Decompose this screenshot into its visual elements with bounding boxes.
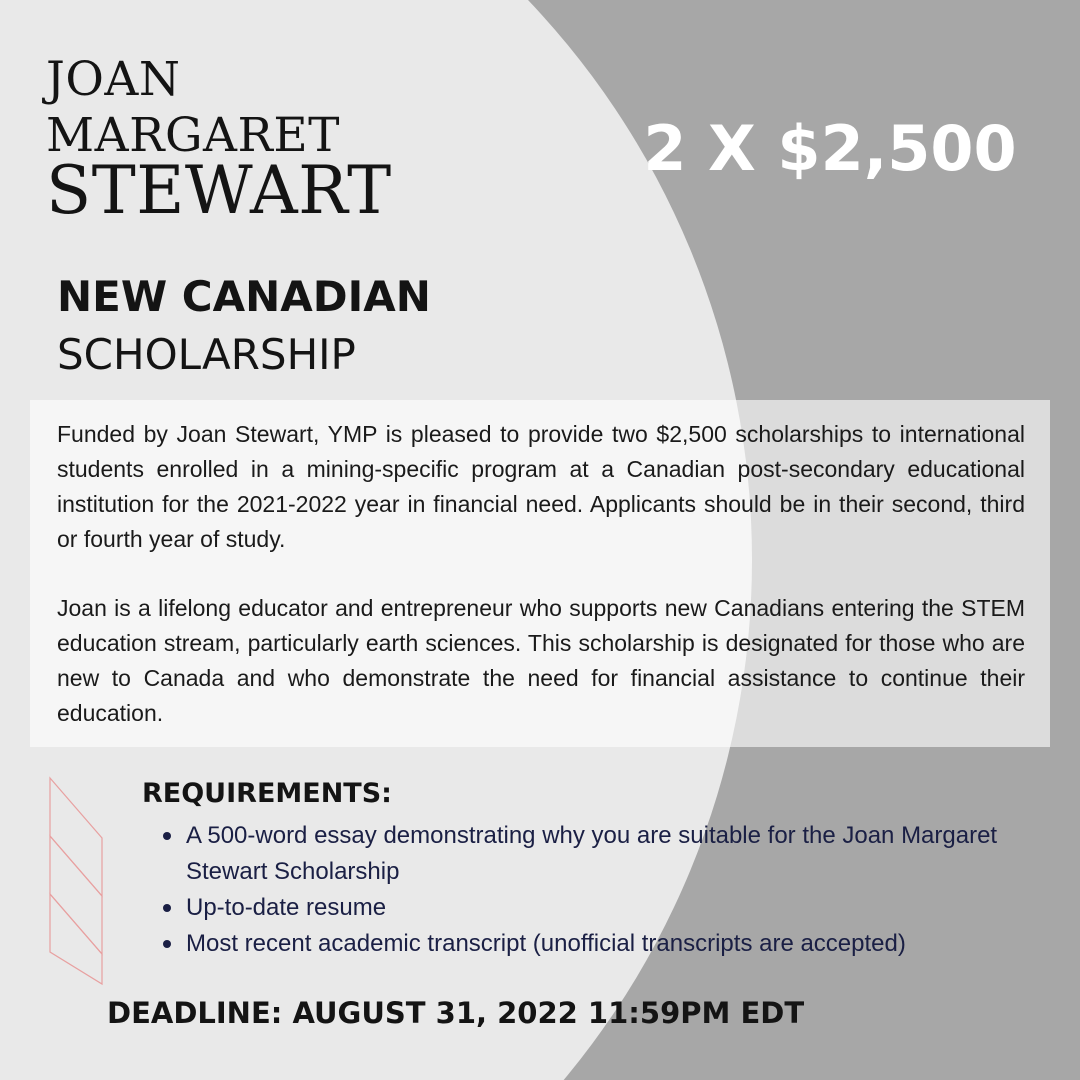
requirements-heading: REQUIREMENTS:: [142, 778, 392, 809]
list-item: [160, 818, 1020, 890]
bullet-icon: [163, 904, 171, 912]
logo-line-margaret: MARGARET: [46, 108, 340, 163]
list-item: [160, 926, 1020, 962]
award-amount: 2 X $2,500: [643, 112, 1017, 185]
title-line-scholarship: SCHOLARSHIP: [57, 330, 356, 379]
requirement-text: Up-to-date resume: [186, 894, 387, 921]
description-paragraph-1: Funded by Joan Stewart, YMP is pleased to provide two $2,500 scholarships to international students enrolled in a mining-specific program at a Canadian post-secondary educational institution for the 2021-2022 year in financial need. Applicants should be in their second, third or fourth year of study.: [57, 421, 1025, 552]
bullet-icon: [163, 832, 171, 840]
requirement-text: A 500-word essay demonstrating why you are suitable for the Joan Margaret Stewart Scholarship: [186, 822, 998, 885]
diagonal-stripes-icon: [48, 776, 104, 986]
requirements-list: [160, 818, 1020, 962]
logo-line-stewart: STEWART: [46, 152, 392, 229]
description-panel: [30, 400, 1050, 747]
list-item: [160, 890, 1020, 926]
description-paragraph-2: Joan is a lifelong educator and entrepreneur who supports new Canadians entering the STEM education stream, particularly earth sciences. This scholarship is designated for those who are new to Canada and who demonstrate the need for financial assistance to continue their education.: [57, 595, 1025, 726]
title-line-new-canadian: NEW CANADIAN: [57, 272, 431, 321]
logo-line-joan: JOAN: [46, 52, 181, 107]
deadline-text: DEADLINE: AUGUST 31, 2022 11:59PM EDT: [107, 996, 805, 1030]
bullet-icon: [163, 940, 171, 948]
requirement-text: Most recent academic transcript (unofficial transcripts are accepted): [186, 930, 906, 957]
